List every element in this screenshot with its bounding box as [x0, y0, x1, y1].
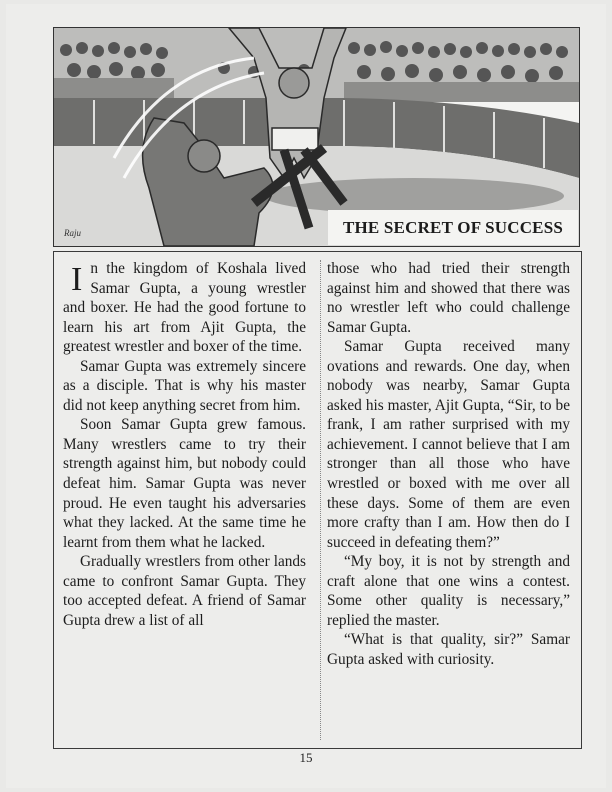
- paragraph: Soon Samar Gupta grew famous. Many wrestlers came to try their strength against him, but nobody could defeat him. Samar Gupta was never proud. He even taught his adversaries what they lacked. At the same time he learnt from them what he lacked.: [63, 416, 306, 551]
- paragraph: “My boy, it is not by strength and craft alone that one wins a contest. Some other quality is necessary,” replied the master.: [327, 553, 570, 629]
- paragraph: those who had tried their strength against him and showed that there was no wrestler left who could challenge Samar Gupta.: [327, 260, 570, 336]
- column-divider: [320, 260, 321, 740]
- drop-cap: I: [71, 261, 83, 298]
- story-title: THE SECRET OF SUCCESS: [342, 217, 564, 237]
- title-banner: [328, 210, 578, 245]
- paragraph: Gradually wrestlers from other lands came to confront Samar Gupta. They too accepted defeat. A friend of Samar Gupta drew a list of all: [63, 553, 306, 629]
- left-column: [63, 259, 306, 630]
- illustrator-signature: Raju: [64, 228, 81, 238]
- story-text-frame: [53, 251, 582, 749]
- paragraph: “What is that quality, sir?” Samar Gupta asked with curiosity.: [327, 631, 570, 668]
- paragraph: [63, 259, 306, 357]
- paragraph-text: n the kingdom of Koshala lived Samar Gupta, a young wrestler and boxer. He had the good fortune to learn his art from Ajit Gupta, the greatest wrestler and boxer of the time.: [63, 260, 306, 356]
- paragraph: Samar Gupta received many ovations and rewards. One day, when nobody was nearby, Samar Gupta asked his master, Ajit Gupta, “Sir, to be frank, I am rather surprised with my achievement. I cannot believe that I am stronger than all those who have wrestled or boxed with me over all these days. Some of them are even more crafty than I am. How then do I succeed in defeating them?”: [327, 338, 570, 551]
- right-column: [327, 259, 570, 669]
- page-number: 15: [299, 750, 313, 765]
- paragraph: Samar Gupta was extremely sincere as a disciple. That is why his master did not keep anything secret from him.: [63, 357, 306, 414]
